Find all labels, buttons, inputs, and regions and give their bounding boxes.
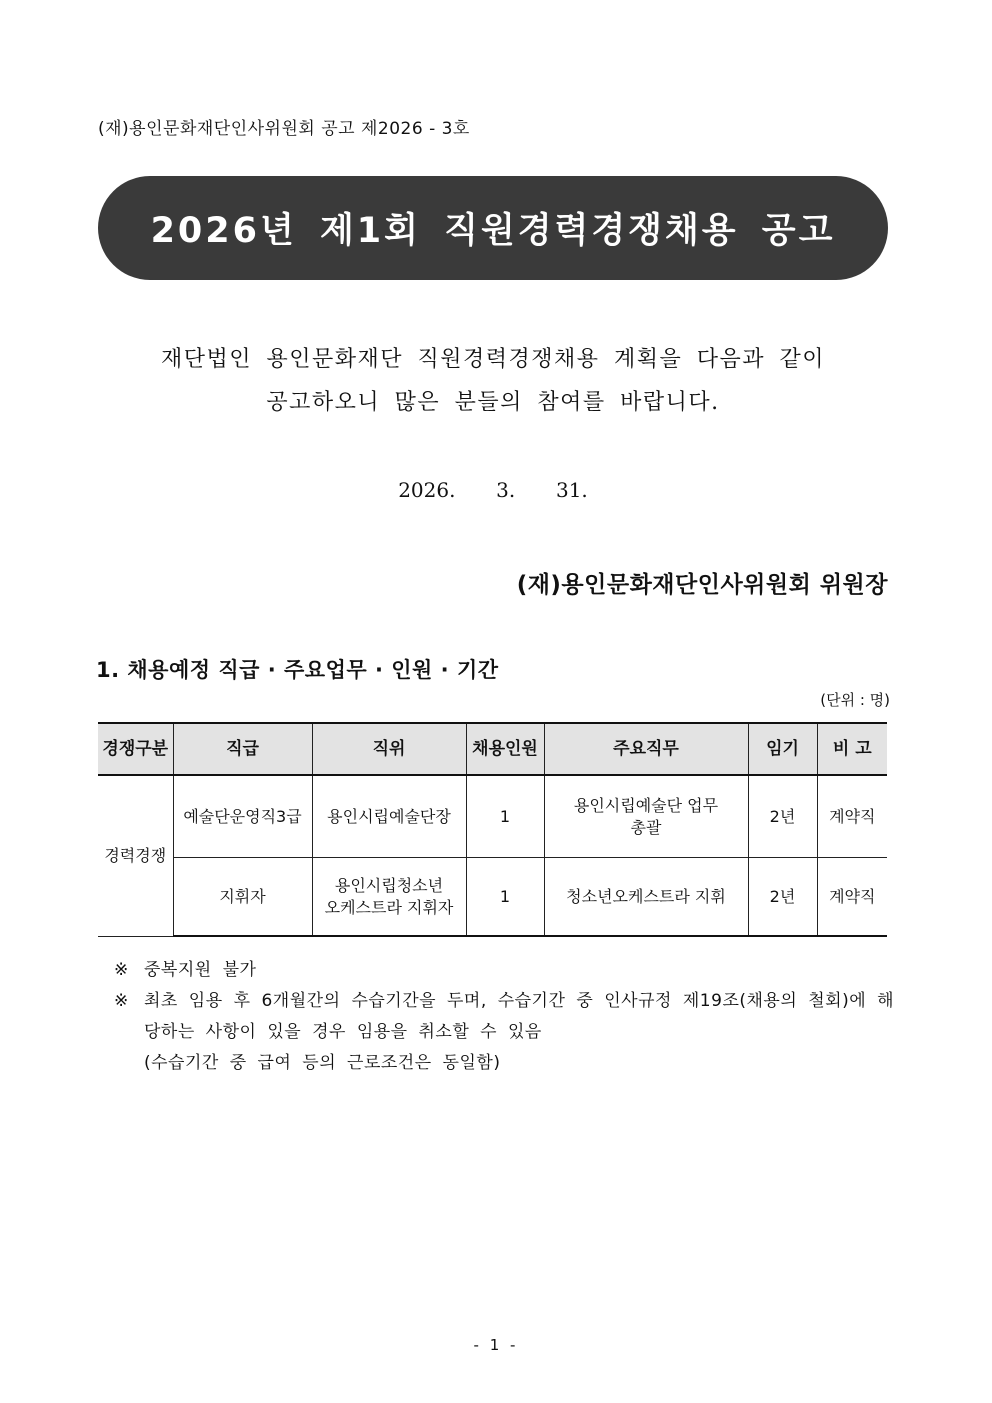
notice-date: 2026. 3. 31.: [398, 478, 588, 502]
header-term: 임기: [748, 723, 817, 775]
reference-mark: ※: [114, 960, 129, 980]
cell-position: [312, 858, 466, 937]
cell-position-line-1: 용인시립청소년: [334, 875, 444, 895]
cell-term: 2년: [748, 858, 817, 937]
notice-number: (재)용인문화재단인사위원회 공고 제2026 - 3호: [98, 119, 470, 139]
header-remark: 비 고: [817, 723, 887, 775]
issuer-signature: (재)용인문화재단인사위원회 위원장: [516, 572, 888, 598]
cell-category: 경력경쟁: [98, 775, 173, 936]
cell-headcount: 1: [466, 858, 544, 937]
note-item: [114, 955, 894, 986]
cell-main-duty: [544, 775, 748, 858]
cell-remark: 계약직: [817, 858, 887, 937]
table-row: [98, 775, 887, 858]
recruitment-table: [98, 722, 887, 937]
notes: [114, 955, 894, 1079]
page-number: - 1 -: [473, 1336, 519, 1354]
note-text: 중복지원 불가: [144, 960, 257, 980]
section-heading: 1. 채용예정 직급 · 주요업무 · 인원 · 기간: [96, 658, 499, 682]
reference-mark: ※: [114, 991, 129, 1011]
header-position: 직위: [312, 723, 466, 775]
cell-duty-line-1: 용인시립예술단 업무: [573, 795, 719, 815]
cell-term: 2년: [748, 775, 817, 858]
header-main-duty: 주요직무: [544, 723, 748, 775]
cell-grade: 예술단운영직3급: [173, 775, 312, 858]
table-header-row: [98, 723, 887, 775]
header-grade: 직급: [173, 723, 312, 775]
cell-remark: 계약직: [817, 775, 887, 858]
cell-main-duty: 청소년오케스트라 지휘: [544, 858, 748, 937]
cell-headcount: 1: [466, 775, 544, 858]
intro-line-1: 재단법인 용인문화재단 직원경력경쟁채용 계획을 다음과 같이: [160, 347, 826, 372]
note-parenthetical: (수습기간 중 급여 등의 근로조건은 동일함): [144, 1053, 501, 1073]
cell-position: 용인시립예술단장: [312, 775, 466, 858]
cell-position-line-2: 오케스트라 지휘자: [324, 897, 454, 917]
intro-line-2: 공고하오니 많은 분들의 참여를 바랍니다.: [266, 390, 720, 415]
cell-duty-line-2: 총괄: [630, 817, 662, 837]
table-row: [98, 858, 887, 937]
header-headcount: 채용인원: [466, 723, 544, 775]
note-text: 최초 임용 후 6개월간의 수습기간을 두며, 수습기간 중 인사규정 제19조(채용의 철회)에 해당하는 사항이 있을 경우 임용을 취소할 수 있음: [144, 991, 894, 1042]
cell-grade: 지휘자: [173, 858, 312, 937]
unit-note: (단위 : 명): [820, 691, 890, 709]
intro-paragraph: [98, 338, 888, 424]
note-item: [114, 986, 894, 1048]
header-competition-type: 경쟁구분: [98, 723, 173, 775]
page-title: 2026년 제1회 직원경력경쟁채용 공고: [150, 211, 836, 251]
title-banner: [98, 176, 888, 280]
